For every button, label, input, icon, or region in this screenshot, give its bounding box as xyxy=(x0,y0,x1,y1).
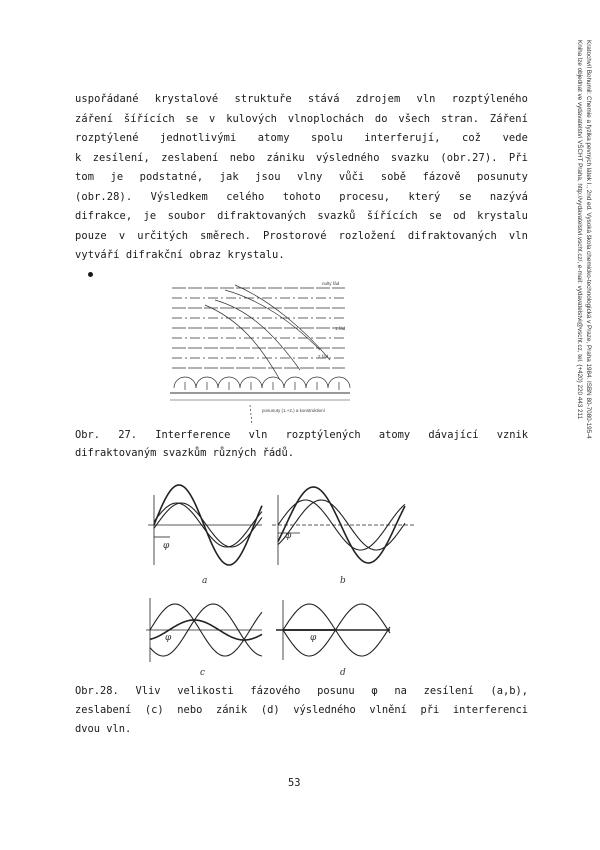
paragraph-line: pouze v určitých směrech. Prostorové rozložení difraktovaných vln xyxy=(75,229,528,242)
fig27-label-bottom: posunuty (1.+2.) a konstruktivní xyxy=(262,408,325,413)
fig28-sublabel-d: d xyxy=(340,668,346,678)
fig28-sublabel-a: a xyxy=(202,576,208,586)
fig28-phi-a: φ xyxy=(163,541,170,551)
caption-line: difraktovaným svazkům různých řádů. xyxy=(75,446,294,459)
paragraph-line: difrakce, je soubor difraktovaných svazků šířících se od krystalu xyxy=(75,210,528,222)
fig27-label-side1: 1.řád xyxy=(335,326,346,331)
paragraph-line: tom je podstatné, jak jsou vlny vůči sobě fázově posunuty xyxy=(75,171,528,183)
page-number: 53 xyxy=(288,777,301,789)
fig27-label-side2: 2.řád xyxy=(318,354,329,359)
fig28-phi-b: φ xyxy=(285,531,292,541)
paragraph-line: k zesílení, zeslabení nebo zániku výsledného svazku (obr.27). Při xyxy=(75,151,528,164)
fig28-phi-c: φ xyxy=(165,633,172,643)
caption-line: dvou vln. xyxy=(75,723,132,735)
fig28-sublabel-c: c xyxy=(200,668,206,678)
fig27-label-top: nulty řád xyxy=(322,281,340,286)
fig28-sublabel-b: b xyxy=(340,576,346,586)
paragraph-line: záření šířících se v kulových vlnoplochách do všech stran. Záření xyxy=(75,112,528,125)
fig28-phi-d: φ xyxy=(310,633,317,643)
caption-line: Obr.28. Vliv velikosti fázového posunu φ na zesílení (a,b), xyxy=(75,685,528,697)
sidebar-line-2: Kniha lze objednat ve vydavatelství VŠCHT Praha, http://vydavatelstvi.vscht.cz/, e-mail: vydavatelstvi@vscht.cz, tel. (+420) 220 443 211 xyxy=(576,40,583,420)
figure-28-caption xyxy=(75,682,528,739)
sidebar-line-1: Kratochvíl Bohumil: Chemie a fyzika pevných látek I., 2nd ed. Vysoká škola chemicko-technologická v Praze, Praha 1984. ISBN 80-7080-195-4 xyxy=(585,40,592,439)
paragraph-line: uspořádané krystalové struktuře stává zdrojem vln rozptýleného xyxy=(75,93,528,105)
caption-line: Obr. 27. Interference vln rozptýlených atomy dávající vznik xyxy=(75,429,528,441)
paragraph-line: vytváří difrakční obraz krystalu. xyxy=(75,249,285,261)
paragraph-line: (obr.28). Výsledkem celého tohoto procesu, který se nazývá xyxy=(75,190,528,203)
paragraph-line: rozptýlené jednotlivými atomy spolu interferují, což vede xyxy=(75,132,528,144)
caption-line: zeslabení (c) nebo zánik (d) výsledného vlnění při interferenci xyxy=(75,704,528,716)
